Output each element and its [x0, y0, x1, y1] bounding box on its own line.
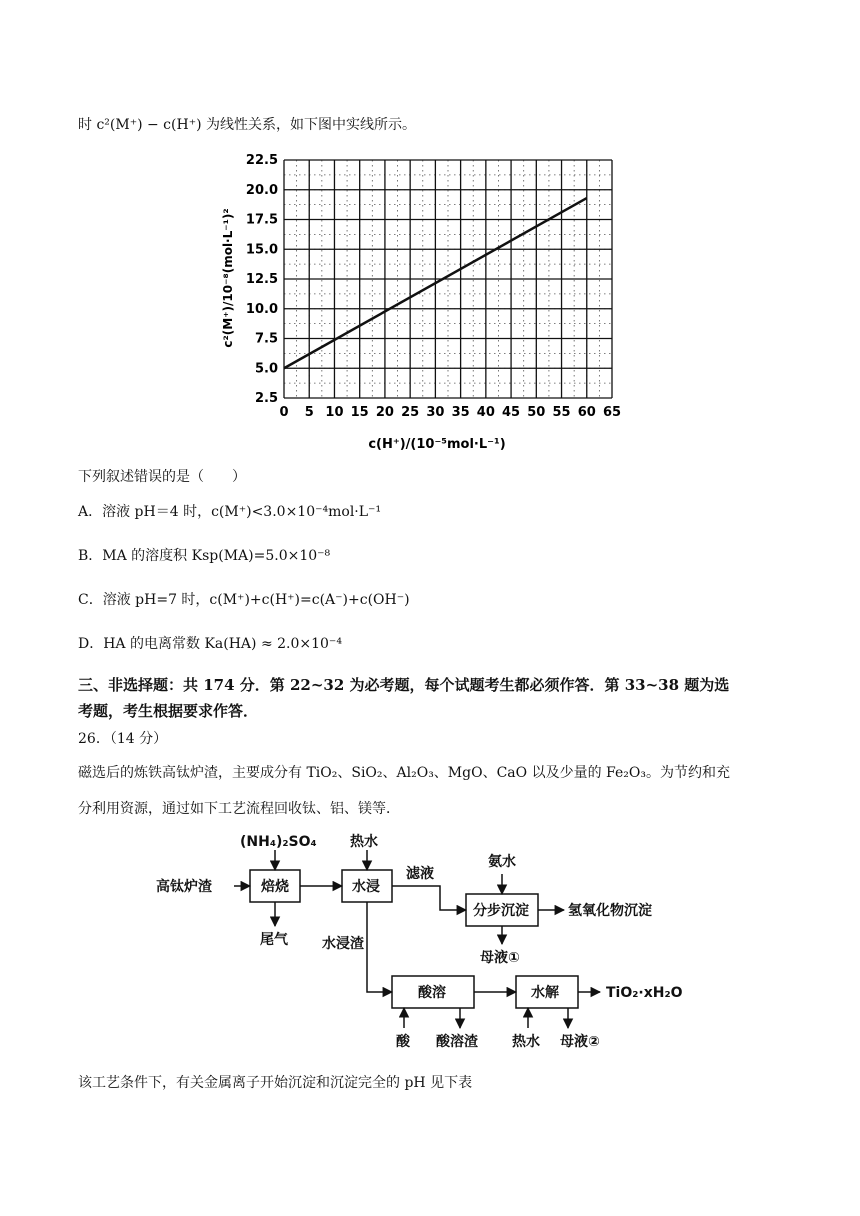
problem-number: 26．（14 分） [78, 731, 168, 747]
flow-hot-water: 热水 [512, 1034, 540, 1050]
x-tick-label: 5 [304, 405, 314, 420]
y-tick-label: 15.0 [245, 242, 278, 258]
x-tick-label: 65 [602, 405, 622, 420]
flow-box5-label: 水解 [531, 985, 559, 1001]
y-ticks [246, 153, 278, 406]
option-d: D．HA 的电离常数 Ka(HA) ≈ 2.0×10⁻⁴ [78, 636, 342, 652]
y-tick-label: 2.5 [254, 391, 278, 406]
option-c: C．溶液 pH=7 时，c(M⁺)+c(H⁺)=c(A⁻)+c(OH⁻) [78, 592, 410, 608]
flow-acid: 酸 [396, 1034, 410, 1050]
x-tick-label: 40 [476, 405, 495, 420]
intro-line: 时 c²(M⁺) − c(H⁺) 为线性关系，如下图中实线所示。 [78, 117, 416, 133]
chart [212, 148, 642, 458]
y-tick-label: 5.0 [254, 361, 278, 377]
flow-mother-2: 母液② [560, 1034, 600, 1050]
x-tick-label: 35 [451, 405, 470, 420]
y-tick-label: 7.5 [254, 331, 278, 347]
flow-output-precip: 氢氧化物沉淀 [568, 903, 652, 919]
x-tick-label: 0 [279, 405, 289, 420]
flow-box2-label: 水浸 [352, 879, 380, 895]
y-tick-label: 22.5 [245, 153, 278, 168]
y-tick-label: 12.5 [245, 272, 278, 287]
flow-exhaust: 尾气 [260, 932, 288, 948]
x-tick-label: 55 [552, 405, 571, 420]
y-axis-label: c²(M⁺)/10⁻⁸(mol·L⁻¹)² [221, 208, 235, 348]
x-ticks [279, 405, 621, 420]
flow-box3-label: 分步沉淀 [473, 903, 529, 919]
flow-acid-residue: 酸溶渣 [436, 1034, 478, 1050]
flow-product: TiO₂·xH₂O [606, 985, 683, 1001]
flow-reagent-1: (NH₄)₂SO₄ [240, 834, 317, 850]
table-intro: 该工艺条件下，有关金属离子开始沉淀和沉淀完全的 pH 见下表 [78, 1075, 473, 1091]
section-line-1: 三、非选择题：共 174 分．第 22~32 为必考题，每个试题考生都必须作答．第 33~38 题为选 [78, 676, 730, 694]
flow-mother-1: 母液① [480, 950, 520, 966]
chart-grid [284, 160, 612, 398]
x-tick-label: 20 [375, 405, 394, 420]
problem-text-line-1: 磁选后的炼铁高钛炉渣，主要成分有 TiO₂、SiO₂、Al₂O₃、MgO、CaO 以及少量的 Fe₂O₃。为节约和充 [78, 765, 730, 781]
flow-box1-label: 焙烧 [261, 879, 289, 895]
option-a: A．溶液 pH＝4 时，c(M⁺)<3.0×10⁻⁴mol·L⁻¹ [78, 504, 382, 520]
x-tick-label: 10 [325, 405, 344, 420]
question: 下列叙述错误的是（ ） [78, 469, 246, 485]
flow-filtrate: 滤液 [406, 866, 434, 882]
x-tick-label: 30 [426, 405, 445, 420]
problem-text-line-2: 分利用资源，通过如下工艺流程回收钛、铝、镁等． [78, 801, 400, 817]
y-tick-label: 17.5 [245, 212, 278, 228]
flow-box4-label: 酸溶 [418, 985, 446, 1001]
x-axis-label: c(H⁺)/(10⁻⁵mol·L⁻¹) [368, 437, 506, 452]
y-tick-label: 20.0 [245, 182, 278, 198]
flow-input: 高钛炉渣 [156, 879, 212, 895]
section-line-2: 考题，考生根据要求作答． [78, 702, 259, 720]
option-b: B．MA 的溶度积 Ksp(MA)=5.0×10⁻⁸ [78, 548, 331, 564]
x-tick-label: 50 [527, 405, 546, 420]
flowchart [150, 832, 710, 1062]
x-tick-label: 45 [502, 405, 521, 420]
flow-reagent-2: 热水 [350, 834, 378, 850]
flow-water-residue: 水浸渣 [322, 936, 364, 952]
x-tick-label: 60 [577, 405, 596, 420]
x-tick-label: 15 [350, 405, 369, 420]
y-tick-label: 10.0 [245, 301, 278, 317]
flow-reagent-3: 氨水 [488, 854, 516, 870]
x-tick-label: 25 [401, 405, 420, 420]
